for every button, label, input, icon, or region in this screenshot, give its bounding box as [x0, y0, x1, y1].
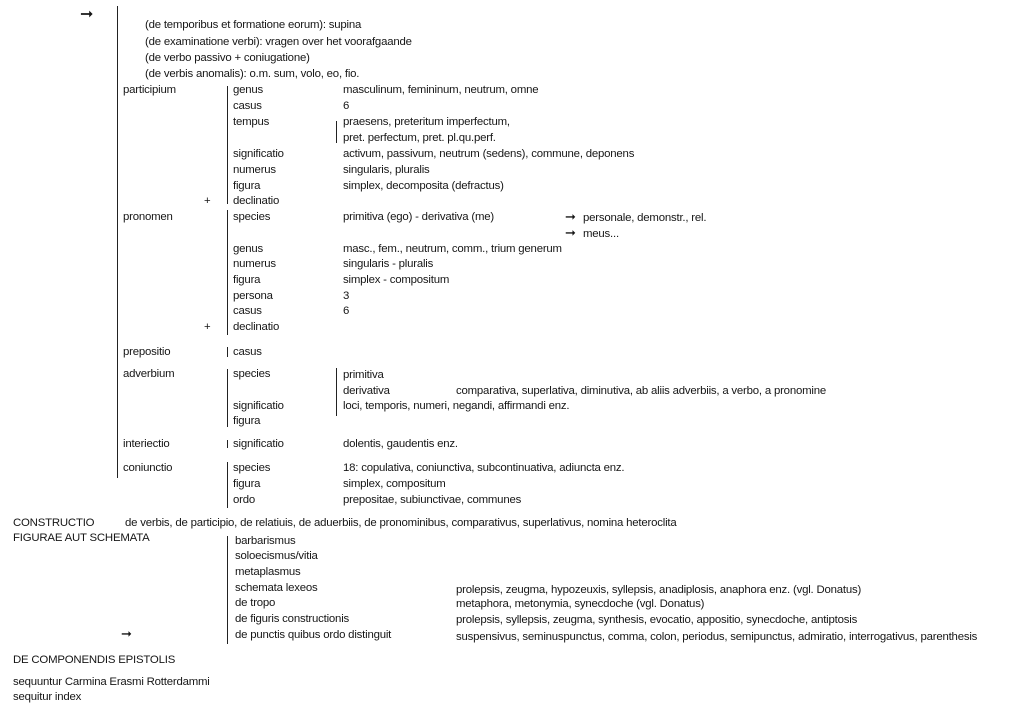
term: species — [233, 462, 271, 474]
value: pret. perfectum, pret. pl.qu.perf. — [343, 132, 496, 144]
value: simplex, decomposita (defractus) — [343, 180, 504, 192]
value: simplex, compositum — [343, 478, 446, 490]
term: figura — [233, 274, 261, 286]
participium-bracket-line — [227, 86, 228, 204]
figurae-bracket-line — [227, 536, 228, 644]
adverbium-bracket-line — [227, 369, 228, 427]
section-label-adverbium: adverbium — [123, 368, 175, 380]
term: figura — [233, 180, 261, 192]
term: de figuris constructionis — [235, 613, 350, 625]
term: casus — [233, 346, 262, 358]
index-line: sequitur index — [13, 691, 82, 703]
value: 6 — [343, 305, 350, 317]
term: numerus — [233, 258, 276, 270]
value: prepositae, subiunctivae, communes — [343, 494, 522, 506]
meus-arrow-icon: ➞ — [565, 225, 576, 240]
section-label-prepositio: prepositio — [123, 346, 171, 358]
value: 3 — [343, 290, 350, 302]
intro-line: (de examinatione verbi): vragen over het voorafgaande — [145, 36, 412, 48]
value: 6 — [343, 100, 350, 112]
section-label-interiectio: interiectio — [123, 438, 170, 450]
section-label-constructio: CONSTRUCTIO — [13, 517, 95, 529]
term: figura — [233, 478, 261, 490]
plus-marker: + — [204, 195, 211, 207]
term: de tropo — [235, 597, 276, 609]
pronomen-bracket-line — [227, 210, 228, 335]
term: genus — [233, 84, 264, 96]
value: dolentis, gaudentis enz. — [343, 438, 458, 450]
prepositio-bracket-line — [227, 347, 228, 357]
top-arrow-icon: ➞ — [80, 6, 94, 23]
term: casus — [233, 100, 262, 112]
species-branch: meus... — [583, 228, 619, 240]
value: activum, passivum, neutrum (sedens), commune, deponens — [343, 148, 635, 160]
value: comparativa, superlativa, diminutiva, ab aliis adverbiis, a verbo, a pronomine — [456, 385, 826, 397]
term: soloecismus/vitia — [235, 550, 318, 562]
term: schemata lexeos — [235, 582, 318, 594]
value: simplex - compositum — [343, 274, 450, 286]
value: loci, temporis, numeri, negandi, affirmandi enz. — [343, 400, 570, 412]
term: metaplasmus — [235, 566, 301, 578]
value: primitiva — [343, 369, 384, 381]
section-label-figurae: FIGURAE AUT SCHEMATA — [13, 532, 150, 544]
term: declinatio — [233, 195, 280, 207]
value: masc., fem., neutrum, comm., trium generum — [343, 243, 562, 255]
plus-marker: + — [204, 321, 211, 333]
term: ordo — [233, 494, 255, 506]
term: declinatio — [233, 321, 280, 333]
term: de punctis quibus ordo distinguit — [235, 629, 392, 641]
intro-line: (de verbo passivo + coniugatione) — [145, 52, 310, 64]
intro-line: (de verbis anomalis): o.m. sum, volo, eo, fio. — [145, 68, 360, 80]
value: masculinum, femininum, neutrum, omne — [343, 84, 539, 96]
term: figura — [233, 415, 261, 427]
value: primitiva (ego) - derivativa (me) — [343, 211, 495, 223]
interiectio-bracket-line — [227, 440, 228, 448]
value: praesens, preteritum imperfectum, — [343, 116, 510, 128]
section-label-epistolis: DE COMPONENDIS EPISTOLIS — [13, 654, 176, 666]
term: persona — [233, 290, 273, 302]
section-label-coniunctio: coniunctio — [123, 462, 173, 474]
term: significatio — [233, 148, 284, 160]
value: metaphora, metonymia, synecdoche (vgl. Donatus) — [456, 598, 705, 610]
term: barbarismus — [235, 535, 296, 547]
adverbium-species-bracket-line — [336, 368, 337, 416]
term: casus — [233, 305, 262, 317]
term: significatio — [233, 438, 284, 450]
tempus-bracket-line — [336, 121, 337, 143]
value: derivativa — [343, 385, 390, 397]
intro-line: (de temporibus et formatione eorum): supina — [145, 19, 362, 31]
term: tempus — [233, 116, 270, 128]
term: species — [233, 368, 271, 380]
punctis-arrow-icon: ➞ — [121, 626, 132, 641]
section-label-pronomen: pronomen — [123, 211, 173, 223]
value: suspensivus, seminuspunctus, comma, colon, periodus, semipunctus, admiratio, interrogativus, parenthesis — [456, 631, 978, 643]
term: numerus — [233, 164, 276, 176]
carmina-line: sequuntur Carmina Erasmi Rotterdammi — [13, 676, 210, 688]
value: prolepsis, syllepsis, zeugma, synthesis, evocatio, appositio, synecdoche, antiptosis — [456, 614, 858, 626]
value: singularis - pluralis — [343, 258, 434, 270]
value: singularis, pluralis — [343, 164, 430, 176]
main-bracket-line — [117, 6, 118, 478]
value: prolepsis, zeugma, hypozeuxis, syllepsis, anadiplosis, anaphora enz. (vgl. Donatus) — [456, 584, 862, 596]
coniunctio-bracket-line — [227, 462, 228, 508]
term: species — [233, 211, 271, 223]
value: 18: copulativa, coniunctiva, subcontinuativa, adiuncta enz. — [343, 462, 625, 474]
term: genus — [233, 243, 264, 255]
personale-arrow-icon: ➞ — [565, 209, 576, 224]
term: significatio — [233, 400, 284, 412]
value: de verbis, de participio, de relatiuis, de aduerbiis, de pronominibus, comparativus, superlativus, nomina heteroclita — [125, 517, 677, 529]
species-branch: personale, demonstr., rel. — [583, 212, 707, 224]
section-label-participium: participium — [123, 84, 176, 96]
